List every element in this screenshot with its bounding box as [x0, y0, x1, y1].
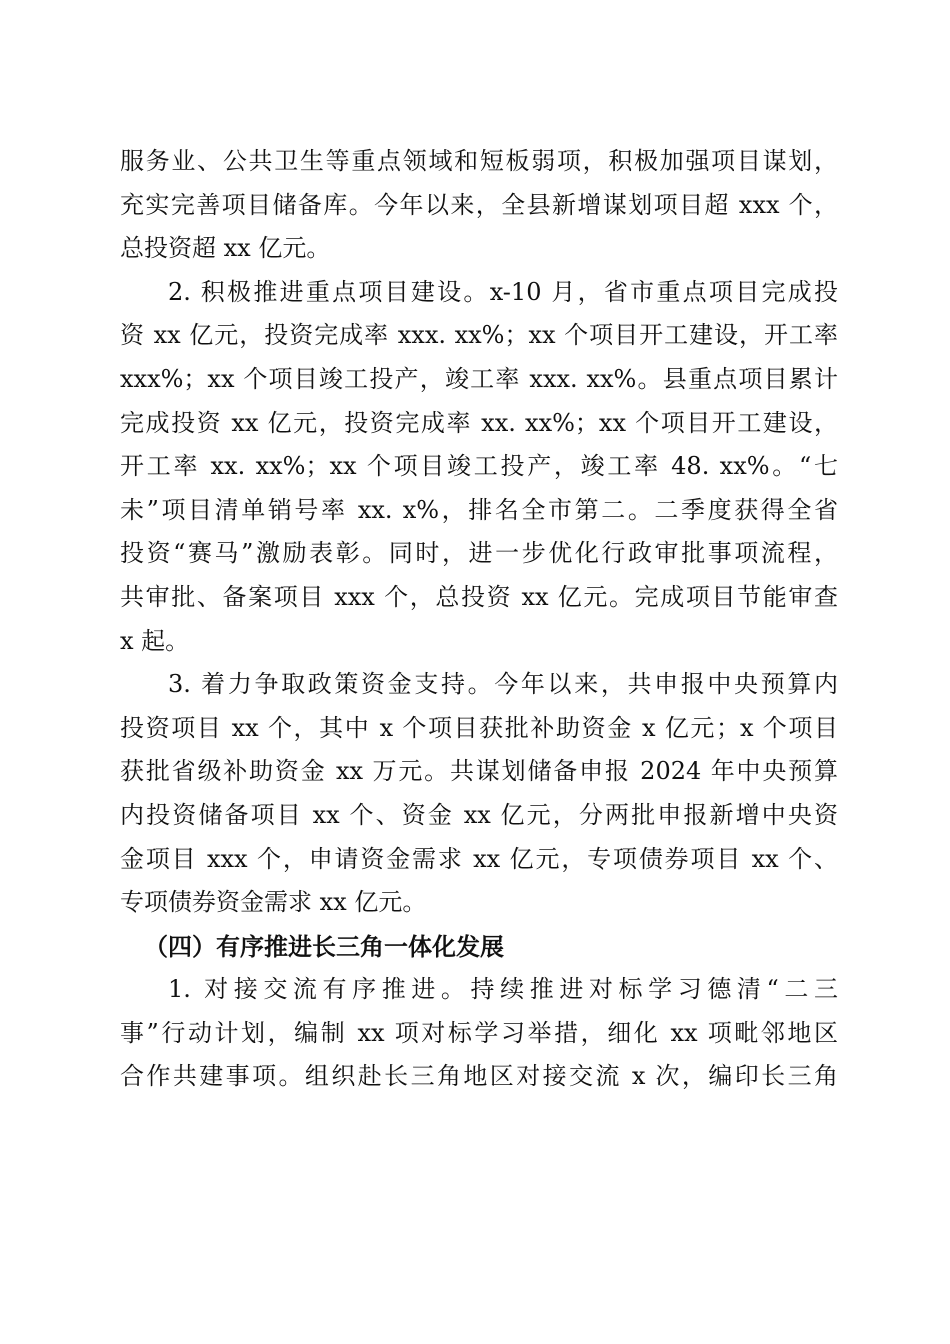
text-line-10: 投资“赛马”激励表彰。同时，进一步优化行政审批事项流程，	[120, 539, 838, 568]
text-line-11: 共审批、备案项目 xxx 个，总投资 xx 亿元。完成项目节能审查	[120, 582, 838, 611]
text-line-1: 服务业、公共卫生等重点领域和短板弱项，积极加强项目谋划，	[120, 147, 838, 175]
text-line-8: 开工率 xx. xx%；xx 个项目竣工投产，竣工率 48. xx%。“七	[120, 452, 838, 481]
text-line-4: 2. 积极推进重点项目建设。x-10 月，省市重点项目完成投	[168, 277, 838, 306]
text-line-9: 未”项目清单销号率 xx. x%，排名全市第二。二季度获得全省	[120, 495, 838, 524]
text-line-22: 合作共建事项。组织赴长三角地区对接交流 x 次，编印长三角	[120, 1062, 838, 1091]
document-body	[120, 140, 838, 1099]
text-line-16: 内投资储备项目 xx 个、资金 xx 亿元，分两批申报新增中央资	[120, 800, 838, 829]
text-line-3: 总投资超 xx 亿元。	[120, 234, 331, 263]
text-line-2: 充实完善项目储备库。今年以来，全县新增谋划项目超 xxx 个，	[120, 190, 838, 219]
text-line-14: 投资项目 xx 个，其中 x 个项目获批补助资金 x 亿元；x 个项目	[120, 713, 838, 742]
text-line-20: 1. 对接交流有序推进。持续推进对标学习德清“二三	[168, 975, 838, 1004]
text-line-7: 完成投资 xx 亿元，投资完成率 xx. xx%；xx 个项目开工建设，	[120, 408, 838, 437]
text-line-6: xxx%；xx 个项目竣工投产，竣工率 xxx. xx%。县重点项目累计	[120, 364, 838, 393]
text-line-21: 事”行动计划，编制 xx 项对标学习举措，细化 xx 项毗邻地区	[120, 1018, 838, 1047]
text-line-5: 资 xx 亿元，投资完成率 xxx. xx%；xx 个项目开工建设，开工率	[120, 321, 838, 350]
text-line-12: x 起。	[120, 626, 190, 655]
text-line-13: 3. 着力争取政策资金支持。今年以来，共申报中央预算内	[168, 670, 838, 699]
text-line-18: 专项债券资金需求 xx 亿元。	[120, 888, 427, 917]
text-line-15: 获批省级补助资金 xx 万元。共谋划储备申报 2024 年中央预算	[120, 757, 838, 786]
text-line-17: 金项目 xxx 个，申请资金需求 xx 亿元，专项债券项目 xx 个、	[120, 844, 838, 873]
section-heading: （四）有序推进长三角一体化发展	[144, 931, 504, 961]
